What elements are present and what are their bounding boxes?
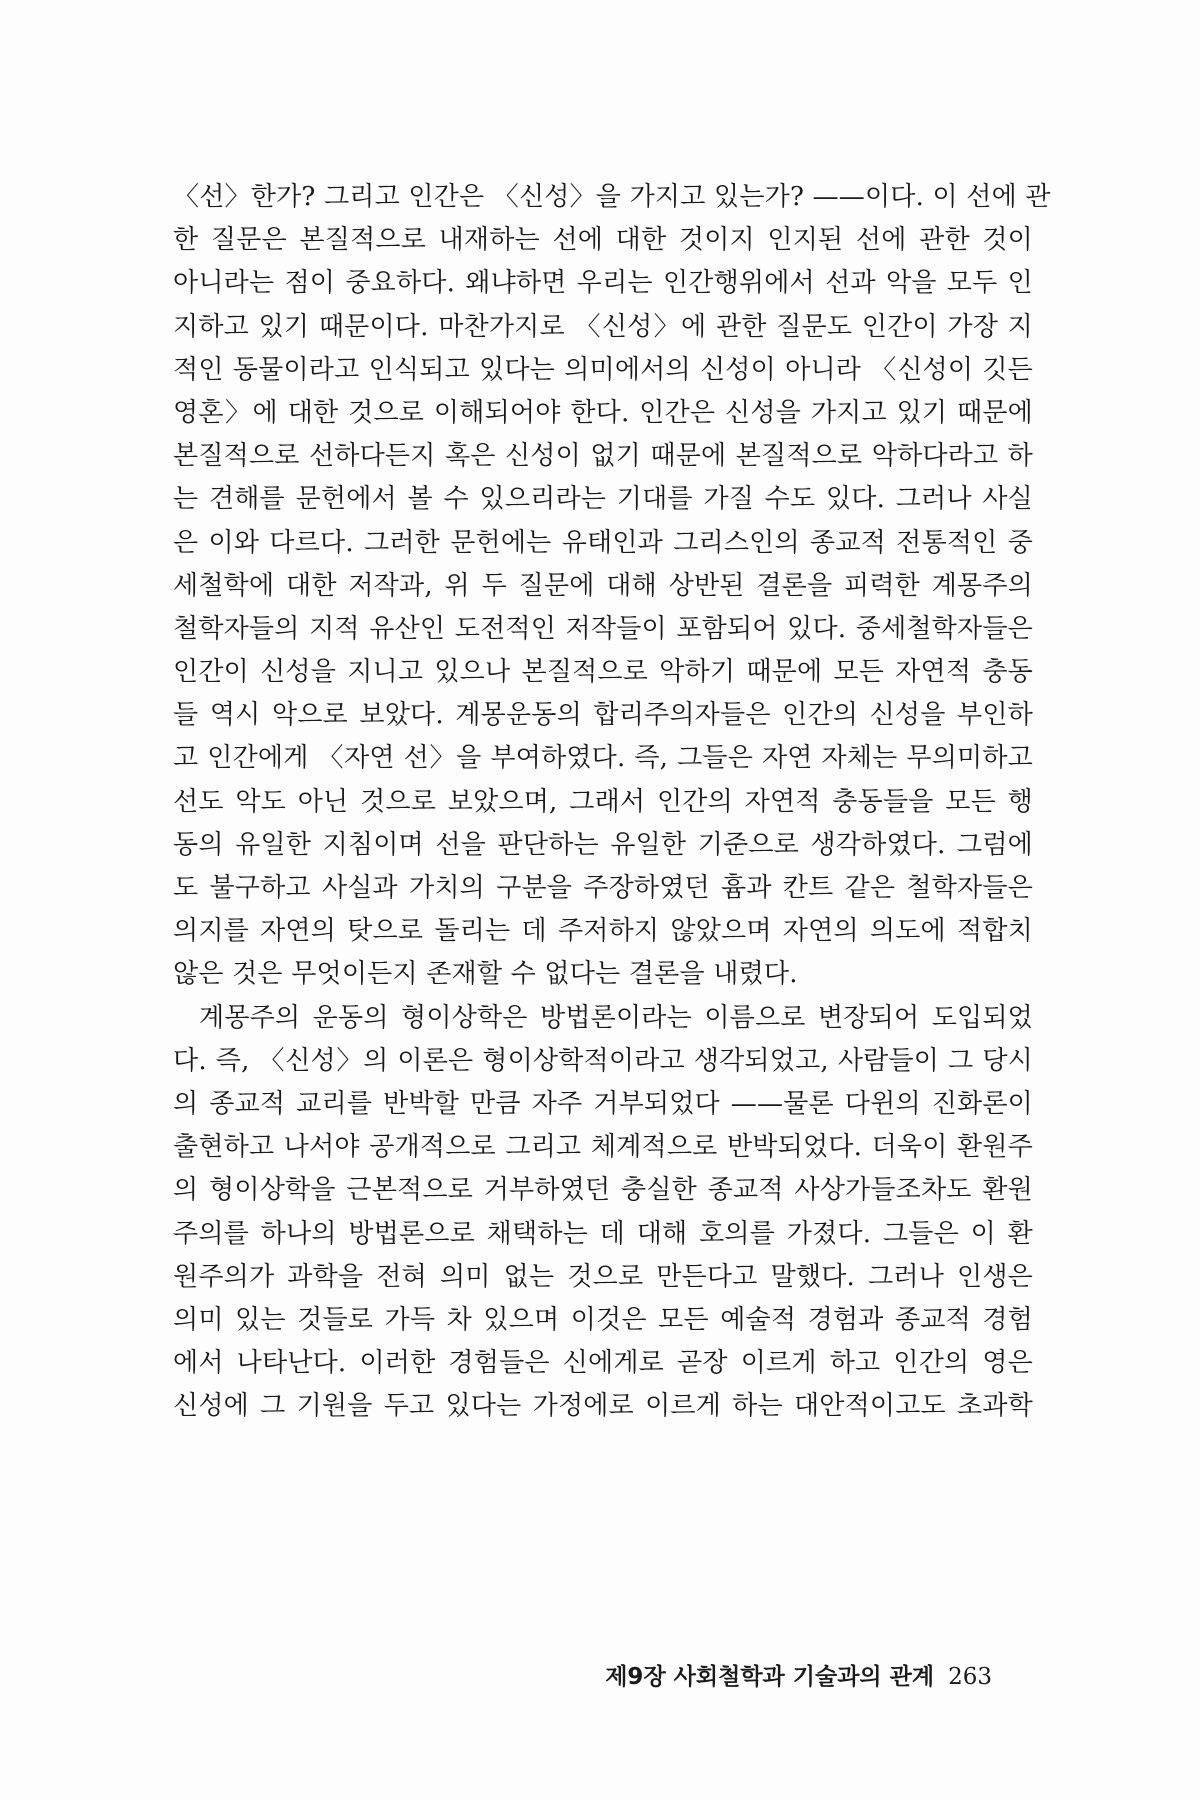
text-line: 는 견해를 문헌에서 볼 수 있으리라는 기대를 가질 수도 있다. 그러나 사실 [173, 484, 1033, 515]
chapter-title: 제9장 사회철학과 기술과의 관계 [605, 1664, 935, 1690]
text-line: 않은 것은 무엇이든지 존재할 수 없다는 결론을 내렸다. [173, 959, 798, 990]
text-line: 영혼〉에 대한 것으로 이해되어야 한다. 인간은 신성을 가지고 있기 때문에 [173, 397, 1033, 428]
text-line: 의 종교적 교리를 반박할 만큼 자주 거부되었다 ——물론 다윈의 진화론이 [173, 1088, 1033, 1119]
text-line: 의지를 자연의 탓으로 돌리는 데 주저하지 않았으며 자연의 의도에 적합치 [173, 916, 1033, 947]
text-line: 고 인간에게 〈자연 선〉을 부여하였다. 즉, 그들은 자연 자체는 무의미하고 [173, 743, 1033, 774]
text-line: 동의 유일한 지침이며 선을 판단하는 유일한 기준으로 생각하였다. 그럼에 [173, 829, 1033, 860]
text-line: 세철학에 대한 저작과, 위 두 질문에 대해 상반된 결론을 피력한 계몽주의 [173, 570, 1033, 601]
page-footer [605, 1662, 992, 1692]
text-line: 은 이와 다르다. 그러한 문헌에는 유태인과 그리스인의 종교적 전통적인 중 [173, 527, 1033, 558]
text-line: 출현하고 나서야 공개적으로 그리고 체계적으로 반박되었다. 더욱이 환원주 [173, 1132, 1033, 1163]
text-line: 적인 동물이라고 인식되고 있다는 의미에서의 신성이 아니라 〈신성이 깃든 [173, 354, 1033, 385]
text-line: 인간이 신성을 지니고 있으나 본질적으로 악하기 때문에 모든 자연적 충동 [173, 657, 1033, 688]
text-line: 한 질문은 본질적으로 내재하는 선에 대한 것이지 인지된 선에 관한 것이 [173, 225, 1033, 256]
text-line: 신성에 그 기원을 두고 있다는 가정에로 이르게 하는 대안적이고도 초과학 [173, 1391, 1033, 1422]
text-line: 계몽주의 운동의 형이상학은 방법론이라는 이름으로 변장되어 도입되었 [199, 1002, 1033, 1033]
text-line: 〈선〉한가? 그리고 인간은 〈신성〉을 가지고 있는가? ——이다. 이 선에 관 [173, 182, 1051, 212]
page-number: 263 [948, 1664, 992, 1690]
text-line: 아니라는 점이 중요하다. 왜냐하면 우리는 인간행위에서 선과 악을 모두 인 [173, 268, 1033, 299]
text-line: 들 역시 악으로 보았다. 계몽운동의 합리주의자들은 인간의 신성을 부인하 [173, 700, 1033, 731]
text-line: 선도 악도 아닌 것으로 보았으며, 그래서 인간의 자연적 충동들을 모든 행 [173, 786, 1033, 817]
text-line: 지하고 있기 때문이다. 마찬가지로 〈신성〉에 관한 질문도 인간이 가장 지 [173, 311, 1033, 342]
text-line: 의미 있는 것들로 가득 차 있으며 이것은 모든 예술적 경험과 종교적 경험 [173, 1304, 1033, 1335]
text-line: 주의를 하나의 방법론으로 채택하는 데 대해 호의를 가졌다. 그들은 이 환 [173, 1218, 1033, 1249]
paragraph [173, 997, 1033, 1429]
text-line: 의 형이상학을 근본적으로 거부하였던 충실한 종교적 사상가들조차도 환원 [173, 1175, 1033, 1206]
text-line: 철학자들의 지적 유산인 도전적인 저작들이 포함되어 있다. 중세철학자들은 [173, 613, 1033, 644]
text-line: 도 불구하고 사실과 가치의 구분을 주장하였던 흄과 칸트 같은 철학자들은 [173, 873, 1033, 903]
body-text [173, 176, 1051, 1428]
text-line: 본질적으로 선하다든지 혹은 신성이 없기 때문에 본질적으로 악하다라고 하 [173, 441, 1033, 472]
text-line: 원주의가 과학을 전혀 의미 없는 것으로 만든다고 말했다. 그러나 인생은 [173, 1261, 1033, 1292]
text-line: 다. 즉, 〈신성〉의 이론은 형이상학적이라고 생각되었고, 사람들이 그 당시 [173, 1045, 1033, 1076]
paragraph [173, 176, 1051, 997]
text-line: 에서 나타난다. 이러한 경험들은 신에게로 곧장 이르게 하고 인간의 영은 [173, 1348, 1033, 1379]
